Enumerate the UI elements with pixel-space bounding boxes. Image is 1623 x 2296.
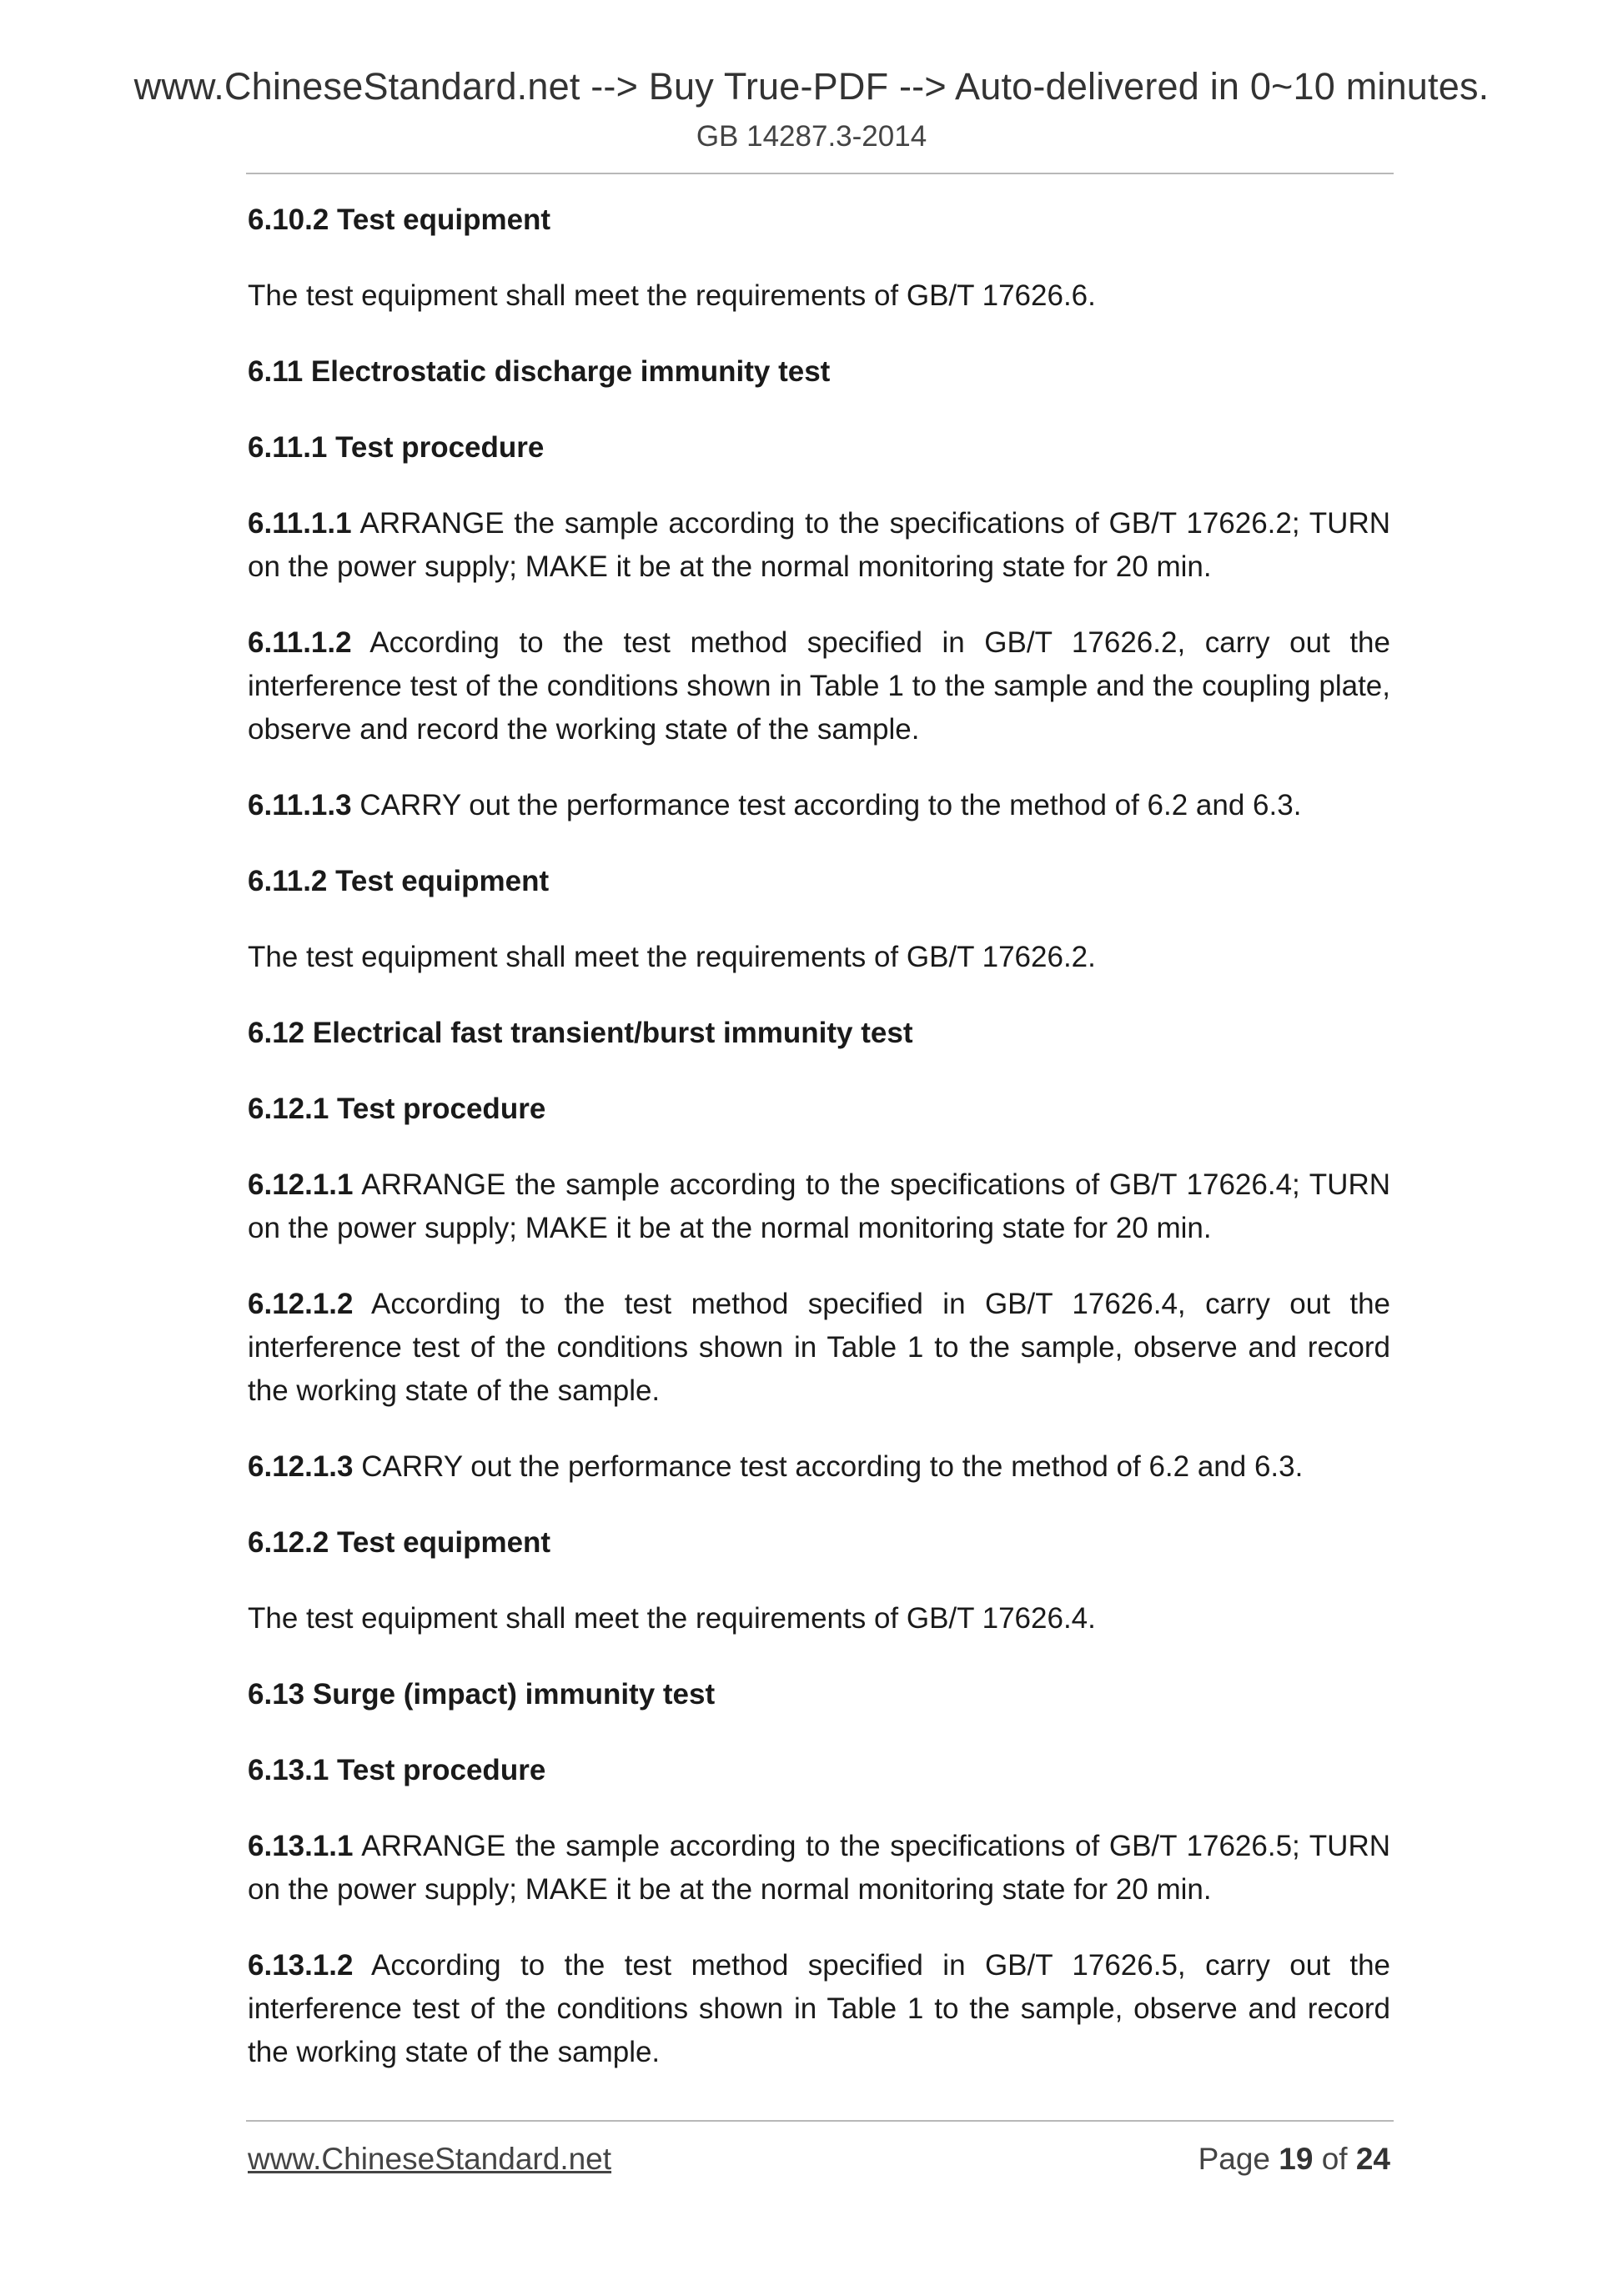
section-heading: 6.11 Electrostatic discharge immunity test: [248, 355, 831, 388]
numbered-clause: [248, 621, 1390, 751]
website-link[interactable]: www.ChineseStandard.net: [248, 2142, 612, 2176]
numbered-clause: [248, 784, 1390, 827]
section-heading: 6.13.1 Test procedure: [248, 1754, 546, 1786]
numbered-clause: [248, 502, 1390, 589]
standard-code: GB 14287.3-2014: [696, 120, 927, 153]
clause-text: ARRANGE the sample according to the specifications of GB/T 17626.2; TURN on the power supply; MAKE it be at the normal monitoring state for 20 min.: [248, 507, 1390, 583]
section-heading: 6.12.2 Test equipment: [248, 1526, 551, 1559]
current-page: 19: [1279, 2142, 1314, 2176]
clause-number: 6.12.1.1: [248, 1168, 354, 1201]
clause-number: 6.12.1.2: [248, 1288, 354, 1320]
section-heading: 6.11.2 Test equipment: [248, 865, 550, 897]
paragraph: The test equipment shall meet the requirements of GB/T 17626.4.: [248, 1602, 1096, 1635]
clause-number: 6.12.1.3: [248, 1450, 354, 1483]
clause-text: According to the test method specified in GB/T 17626.2, carry out the interference test of the conditions shown in Table 1 to the sample and the coupling plate, observe and record the working state of the sample.: [248, 626, 1390, 746]
page-header: [0, 63, 1623, 155]
numbered-clause: [248, 1825, 1390, 1912]
section-heading: 6.13 Surge (impact) immunity test: [248, 1678, 716, 1711]
clause-number: 6.13.1.2: [248, 1949, 354, 1982]
footer-divider: [246, 2120, 1394, 2122]
clause-number: 6.11.1.2: [248, 626, 352, 659]
numbered-clause: [248, 1163, 1390, 1250]
numbered-clause: [248, 1283, 1390, 1413]
header-divider: [246, 173, 1394, 174]
total-pages: 24: [1355, 2142, 1390, 2176]
clause-text: According to the test method specified in GB/T 17626.4, carry out the interference test of the conditions shown in Table 1 to the sample, observe and record the working state of the sample.: [248, 1288, 1390, 1407]
clause-number: 6.13.1.1: [248, 1830, 354, 1862]
clause-text: CARRY out the performance test according to the method of 6.2 and 6.3.: [359, 789, 1302, 821]
clause-number: 6.11.1.3: [248, 789, 352, 821]
clause-text: ARRANGE the sample according to the specifications of GB/T 17626.4; TURN on the power supply; MAKE it be at the normal monitoring state for 20 min.: [248, 1168, 1390, 1244]
numbered-clause: [248, 1944, 1390, 2074]
page-of-label: of: [1321, 2142, 1348, 2176]
section-heading: 6.12 Electrical fast transient/burst immunity test: [248, 1017, 913, 1049]
section-heading: 6.12.1 Test procedure: [248, 1093, 546, 1125]
clause-text: CARRY out the performance test according to the method of 6.2 and 6.3.: [361, 1450, 1304, 1483]
section-heading: 6.10.2 Test equipment: [248, 203, 551, 236]
purchase-banner: www.ChineseStandard.net --> Buy True-PDF --> Auto-delivered in 0~10 minutes.: [133, 65, 1490, 108]
clause-text: ARRANGE the sample according to the specifications of GB/T 17626.5; TURN on the power supply; MAKE it be at the normal monitoring state for 20 min.: [248, 1830, 1390, 1906]
clause-text: According to the test method specified in GB/T 17626.5, carry out the interference test of the conditions shown in Table 1 to the sample, observe and record the working state of the sample.: [248, 1949, 1390, 2068]
section-heading: 6.11.1 Test procedure: [248, 431, 545, 464]
clause-number: 6.11.1.1: [248, 507, 352, 540]
paragraph: The test equipment shall meet the requirements of GB/T 17626.6.: [248, 279, 1096, 312]
page-number: [1198, 2139, 1390, 2179]
document-body: [248, 198, 1390, 2107]
paragraph: The test equipment shall meet the requirements of GB/T 17626.2.: [248, 941, 1096, 973]
page-label: Page: [1198, 2142, 1270, 2176]
numbered-clause: [248, 1445, 1390, 1489]
